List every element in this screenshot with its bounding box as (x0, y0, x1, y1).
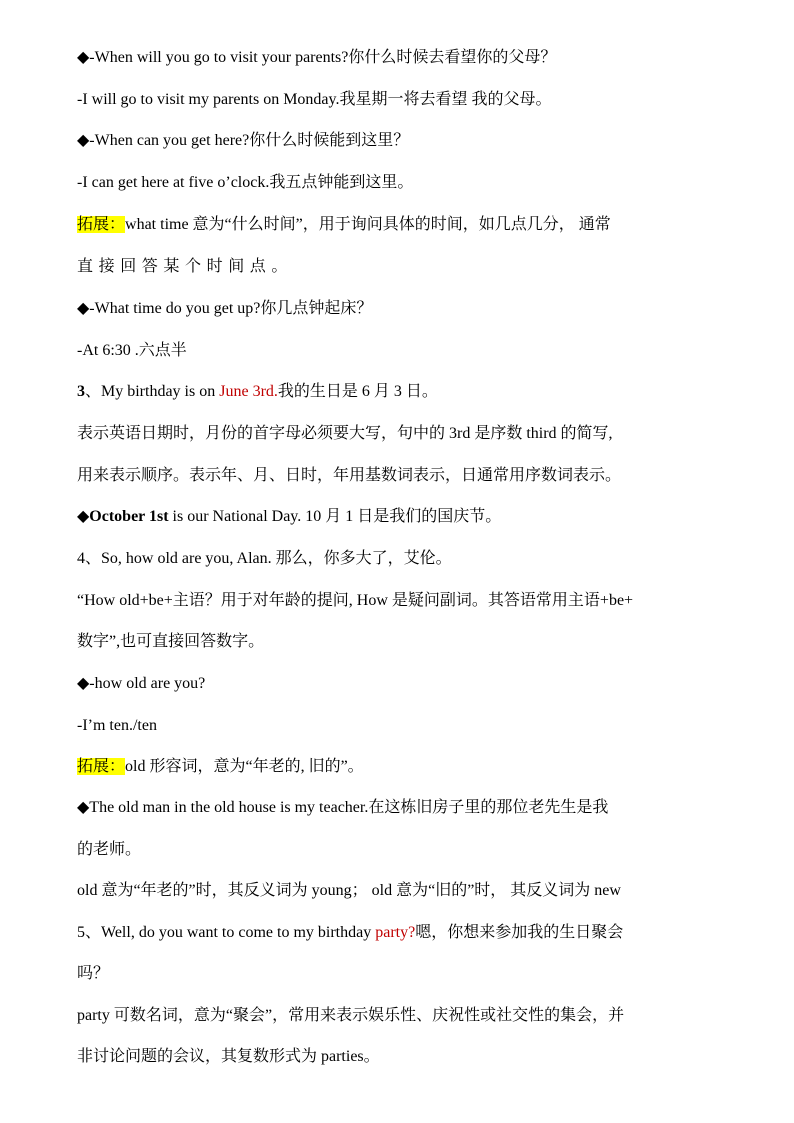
text-line: -At 6:30 .六点半 (77, 342, 187, 359)
text-line: -I’m ten./ten (77, 717, 157, 734)
text-line: 吗？ (77, 965, 110, 982)
red-text: party? (375, 924, 416, 941)
text-span: 我的生日是 6 月 3 日。 (277, 383, 438, 400)
text-line: 直接回答某个时间点。 (77, 258, 294, 275)
text-line: 非讨论问题的会议，其复数形式为 parties。 (77, 1048, 380, 1065)
text-span: old 形容词，意为“年老的, 旧的”。 (125, 758, 364, 775)
text-span: what time 意为“什么时间”，用于询问具体的时间，如几点几分， 通常 (125, 216, 611, 233)
text-line (77, 923, 727, 943)
highlight-label: 拓展： (77, 758, 126, 775)
text-line (77, 215, 727, 235)
text-span: 嗯，你想来参加我的生日聚会 (415, 924, 624, 941)
text-line: party 可数名词，意为“聚会”，常用来表示娱乐性、庆祝性或社交性的集会，并 (77, 1007, 625, 1024)
item-number: 3 (77, 383, 85, 400)
text-line: 4、So, how old are you, Alan. 那么，你多大了，艾伦。 (77, 550, 452, 567)
text-span: is our National Day. 10 月 1 日是我们的国庆节。 (168, 508, 502, 525)
text-line: ◆-What time do you get up?你几点钟起床？ (77, 300, 373, 317)
bold-text: ◆October 1st (77, 508, 169, 525)
text-line: ◆The old man in the old house is my teacher.在这栋旧房子里的那位老先生是我 (77, 799, 609, 816)
text-span: 、My birthday is on (85, 383, 220, 400)
highlight-label: 拓展： (77, 216, 126, 233)
text-line: 用来表示顺序。表示年、月、日时，年用基数词表示，日通常用序数词表示。 (77, 467, 622, 484)
text-line: old 意为“年老的”时，其反义词为 young； old 意为“旧的”时， 其反义词为 new (77, 882, 621, 899)
text-line: 表示英语日期时，月份的首字母必须要大写，句中的 3rd 是序数 third 的简写, (77, 425, 613, 442)
red-text: June 3rd. (219, 383, 278, 400)
text-line (77, 757, 727, 777)
text-line: “How old+be+主语？用于对年龄的提问, How 是疑问副词。其答语常用主语+be+ (77, 592, 634, 609)
text-line: ◆-When can you get here?你什么时候能到这里？ (77, 132, 410, 149)
text-line: ◆-When will you go to visit your parents?你什么时候去看望你的父母？ (77, 49, 557, 66)
text-line (77, 507, 727, 527)
text-line: ◆-how old are you? (77, 675, 206, 692)
text-span: 5、Well, do you want to come to my birthday (77, 924, 376, 941)
text-line: 的老师。 (77, 841, 142, 858)
text-line (77, 382, 727, 402)
text-line: -I can get here at five o’clock.我五点钟能到这里。 (77, 174, 414, 191)
text-line: -I will go to visit my parents on Monday.我星期一将去看望 我的父母。 (77, 91, 552, 108)
text-line: 数字”,也可直接回答数字。 (77, 633, 265, 650)
